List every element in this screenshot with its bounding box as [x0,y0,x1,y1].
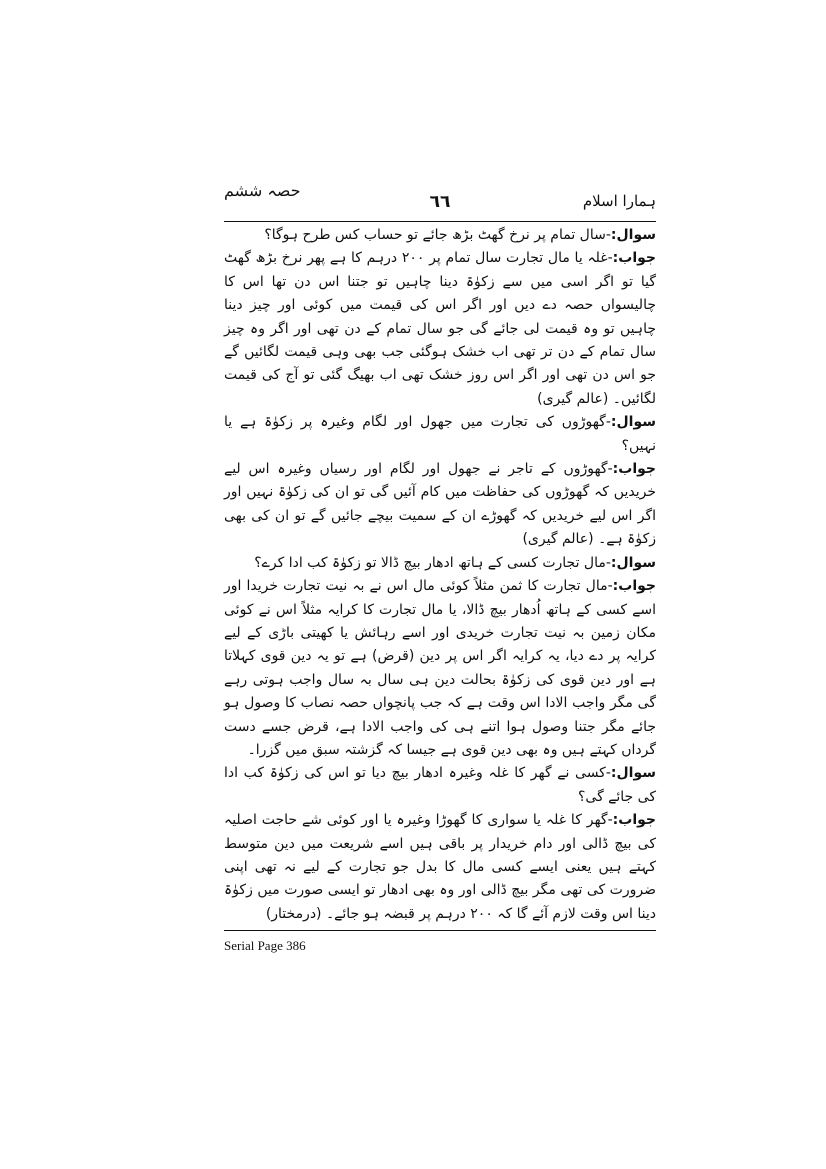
answer-text: -گھوڑوں کے تاجر نے جھول اور لگام اور رسیاں وغیرہ اس لیے خریدیں کہ گھوڑوں کی حفاظت میں کام آئیں گی تو ان کی زکوٰۃ نہیں اور اگر اس لیے خریدیں کہ گھوڑے ان کے سمیت بیچے جائیں گے تو ان کی بھی زکوٰۃ ہے۔ (عالم گیری) [224,461,656,548]
answer-label: جواب: [612,250,656,267]
question-label: سوال: [610,554,656,571]
book-title: ہمارا اسلام [582,192,656,210]
page-number: ٦٦ [429,192,451,212]
answer-label: جواب: [612,578,656,595]
answer-4 [224,809,656,926]
question-1 [224,224,656,247]
header-divider [224,221,656,222]
answer-1 [224,247,656,411]
answer-text: -گھر کا غلہ یا سواری کا گھوڑا وغیرہ یا اور کوئی شے حاجت اصلیہ کی بیچ ڈالی اور دام خریدار پر باقی ہیں اسے شریعت میں دین متوسط کہتے ہیں یعنی ایسے کسی مال کا بدل جو تجارت کے لیے نہ تھی اپنی ضرورت کی تھی مگر بیچ ڈالی اور وہ بھی ادھار تو ایسی صورت میں زکوٰۃ دینا اس وقت لازم آئے گا کہ ۲۰۰ درہم پر قبضہ ہو جائے۔ (درمختار) [224,812,656,922]
question-4 [224,762,656,809]
question-text: -مال تجارت کسی کے ہاتھ ادھار بیچ ڈالا تو زکوٰۃ کب ادا کرے؟ [254,554,611,571]
answer-label: جواب: [612,812,656,829]
serial-page-footer: Serial Page 386 [224,938,306,953]
answer-2 [224,458,656,552]
question-2 [224,411,656,458]
answer-label: جواب: [612,461,656,478]
answer-text: -غلہ یا مال تجارت سال تمام پر ۲۰۰ درہم کا ہے پھر نرخ بڑھ گھٹ گیا تو اگر اسی میں سے زکوٰۃ دینا چاہیں تو جتنا اس دن تھا اس کا چالیسواں حصہ دے دیں اور اگر اس کی قیمت میں کوئی اور چیز دینا چاہیں تو وہ قیمت لی جائے گی جو سال تمام کے دن تھی اور اگر وہ چیز سال تمام کے دن تر تھی اب خشک ہوگئی جب بھی وہی قیمت لگائیں گے جو اس دن تھی اور اگر اس روز خشک تھی اب بھیگ گئی تو آج کی قیمت لگائیں۔ (عالم گیری) [224,250,656,407]
page-header [224,182,656,218]
answer-text: -مال تجارت کا ثمن مثلاً کوئی مال اس نے بہ نیت تجارت خریدا اور اسے کسی کے ہاتھ اُدھار بیچ ڈالا، یا مال تجارت کا کرایہ مثلاً اس نے کوئی مکان زمین بہ نیت تجارت خریدی اور اسے رہائش یا کھیتی باڑی کے لیے کرایہ پر دے دیا، یہ کرایہ اگر اس پر دین (قرض) ہے تو یہ دین قوی کہلاتا ہے اور دین قوی کی زکوٰۃ بحالت دین ہی سال بہ سال واجب ہوتی رہے گی مگر واجب الادا اس وقت ہے کہ جب پانچواں حصہ نصاب کا وصول ہو جائے مگر جتنا وصول ہوا اتنے ہی کی واجب الادا ہے، قرض جسے دست گرداں کہتے ہیں وہ بھی دین قوی ہے جیسا کہ گزشتہ سبق میں گزرا۔ [224,578,656,758]
question-label: سوال: [610,765,656,782]
question-label: سوال: [610,414,656,431]
page-content [224,224,656,928]
answer-3 [224,575,656,762]
question-text: -سال تمام پر نرخ گھٹ بڑھ جائے تو حساب کس طرح ہوگا؟ [264,227,611,243]
question-text: -گھوڑوں کی تجارت میں جھول اور لگام وغیرہ پر زکوٰۃ ہے یا نہیں؟ [224,414,656,454]
question-text: -کسی نے گھر کا غلہ وغیرہ ادھار بیچ دیا تو اس کی زکوٰۃ کب ادا کی جائے گی؟ [224,765,656,805]
part-label: حصہ ششم [224,181,301,200]
question-label: سوال: [610,227,656,243]
question-3 [224,552,656,575]
footer-divider [224,930,656,931]
